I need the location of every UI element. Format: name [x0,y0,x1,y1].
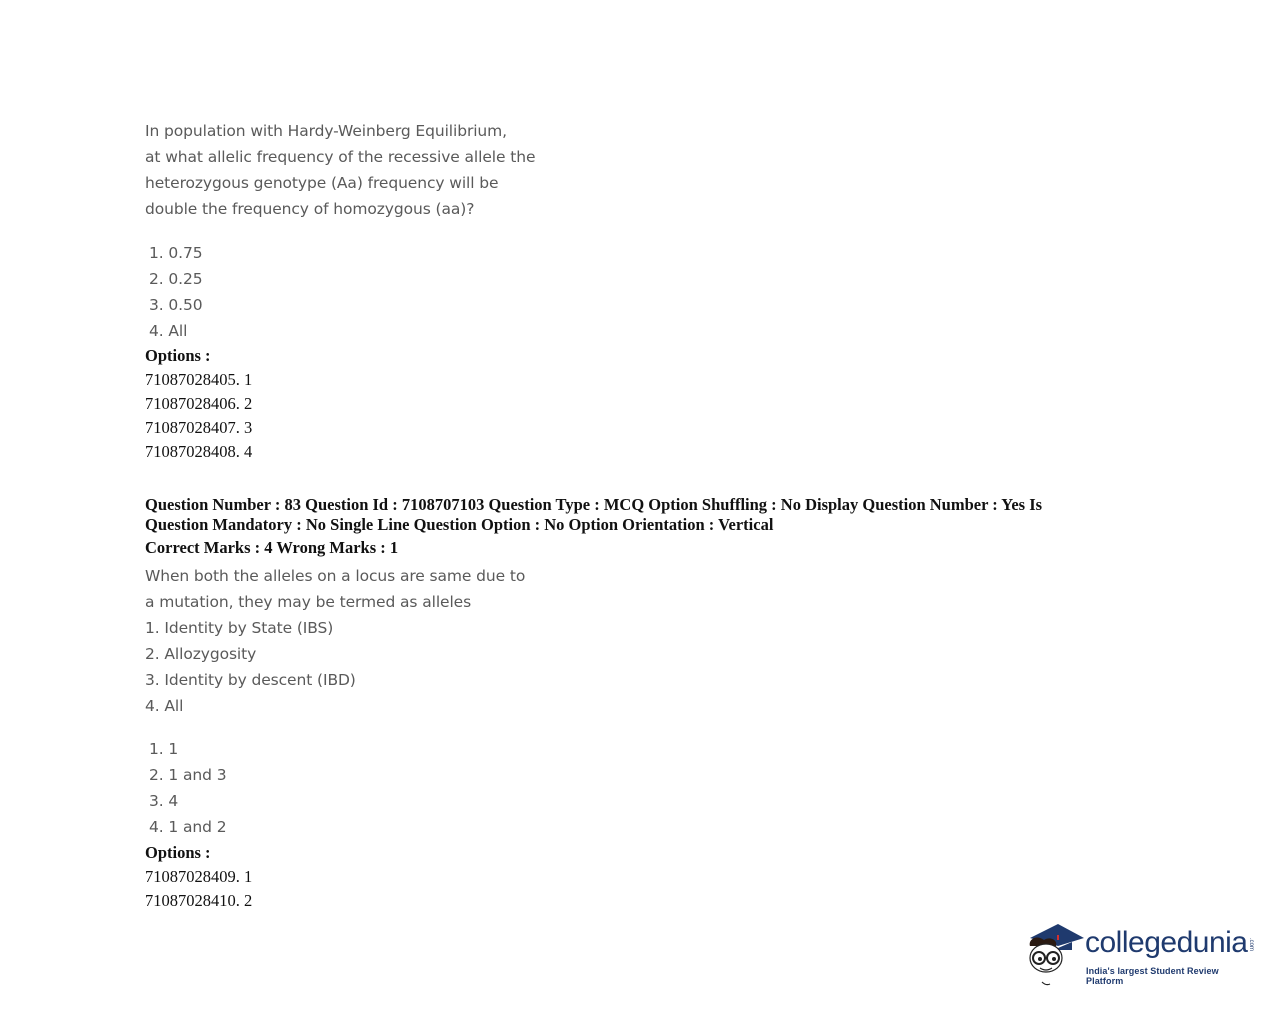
option-id-item: 71087028410. 2 [145,891,253,910]
logo-tagline: India's largest Student Review Platform [1086,966,1219,986]
question-1-text [145,118,535,222]
question-2-line: When both the alleles on a locus are same due to [145,567,526,585]
question-2-line: 4. All [145,697,184,715]
option-id-item: 71087028409. 1 [145,867,253,886]
question-2-line: 2. Allozygosity [145,645,257,663]
answer-item: 4. All [149,322,188,340]
option-id-item: 71087028405. 1 [145,370,253,389]
question-2-option-ids [145,865,252,913]
question-2-text [145,563,525,719]
options-label: Options : [145,346,211,365]
question-meta-line: Question Number : 83 Question Id : 7108707103 Question Type : MCQ Option Shuffling : No Display Question Number : Yes Is [145,495,1043,514]
question-1-answer-list [149,240,203,344]
option-id-item: 71087028408. 4 [145,442,253,461]
question-2-marks: Correct Marks : 4 Wrong Marks : 1 [145,538,399,557]
question-2-meta [145,495,1042,535]
question-1-line: In population with Hardy-Weinberg Equilibrium, [145,122,507,140]
option-id-item: 71087028406. 2 [145,394,253,413]
answer-item: 3. 4 [149,792,179,810]
question-1-line: double the frequency of homozygous (aa)? [145,200,475,218]
question-meta-line: Question Mandatory : No Single Line Question Option : No Option Orientation : Vertical [145,515,774,534]
answer-item: 3. 0.50 [149,296,203,314]
question-2-line: 1. Identity by State (IBS) [145,619,334,637]
question-2-line: a mutation, they may be termed as alleles [145,593,472,611]
logo-suffix: .com [1248,938,1254,952]
answer-item: 1. 1 [149,740,179,758]
logo-wordmark: collegedunia [1085,926,1248,959]
option-id-item: 71087028407. 3 [145,418,253,437]
answer-item: 1. 0.75 [149,244,203,262]
student-mascot-icon [1022,916,1084,988]
question-1-line: heterozygous genotype (Aa) frequency will be [145,174,499,192]
question-1-line: at what allelic frequency of the recessive allele the [145,148,536,166]
question-2-answer-list [149,736,226,840]
collegedunia-logo [1022,916,1257,988]
answer-item: 2. 0.25 [149,270,203,288]
question-2-line: 3. Identity by descent (IBD) [145,671,356,689]
question-1-option-ids [145,368,252,464]
options-label: Options : [145,843,211,862]
answer-item: 2. 1 and 3 [149,766,227,784]
answer-item: 4. 1 and 2 [149,818,227,836]
